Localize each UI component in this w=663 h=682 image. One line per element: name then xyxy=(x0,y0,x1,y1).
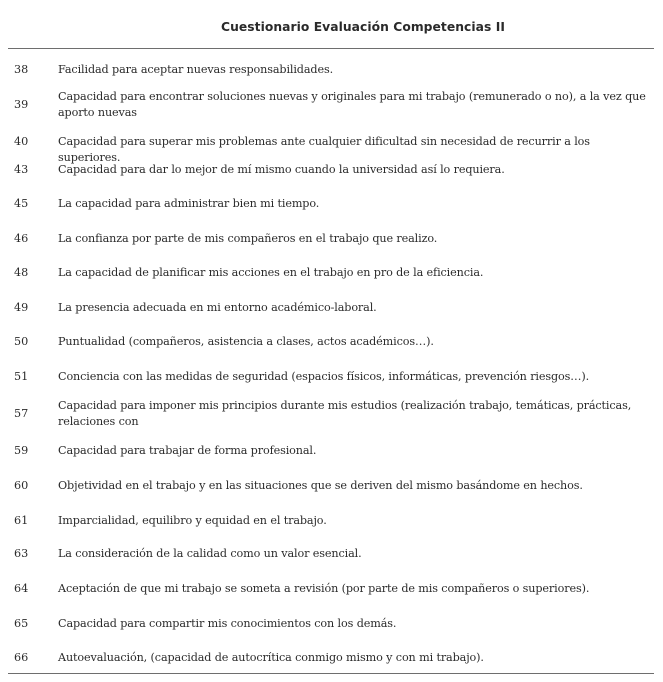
table-bottom-rule xyxy=(8,673,654,674)
item-text: Objetividad en el trabajo y en las situaciones que se deriven del mismo basándome en hechos. xyxy=(58,479,583,492)
item-number: 45 xyxy=(14,197,29,210)
item-text: Puntualidad (compañeros, asistencia a clases, actos académicos…). xyxy=(58,335,434,348)
item-number: 66 xyxy=(14,651,29,664)
competencies-table xyxy=(8,0,654,664)
item-number: 63 xyxy=(14,547,29,560)
item-text: Autoevaluación, (capacidad de autocrítica conmigo mismo y con mi trabajo). xyxy=(58,651,484,664)
item-number: 65 xyxy=(14,617,29,630)
item-number: 60 xyxy=(14,479,29,492)
table-title: Cuestionario Evaluación Competencias II xyxy=(221,20,505,34)
item-text: Imparcialidad, equilibro y equidad en el trabajo. xyxy=(58,514,327,527)
item-text: Capacidad para dar lo mejor de mí mismo cuando la universidad así lo requiera. xyxy=(58,163,505,176)
item-text: La consideración de la calidad como un valor esencial. xyxy=(58,547,362,560)
item-text: Capacidad para trabajar de forma profesional. xyxy=(58,444,317,457)
item-text: Capacidad para imponer mis principios durante mis estudios (realización trabajo, temáticas, prácticas, relaciones con xyxy=(58,399,632,428)
item-number: 40 xyxy=(14,135,29,148)
item-text: Capacidad para encontrar soluciones nuevas y originales para mi trabajo (remunerado o no), a la vez que aporto nuevas xyxy=(58,90,646,119)
item-text: La capacidad para administrar bien mi tiempo. xyxy=(58,197,320,210)
item-text: Conciencia con las medidas de seguridad (espacios físicos, informáticas, prevención riesgos…). xyxy=(58,370,590,383)
item-number: 39 xyxy=(14,98,29,111)
item-text: Capacidad para compartir mis conocimientos con los demás. xyxy=(58,617,397,630)
item-number: 57 xyxy=(14,407,29,420)
item-text: Capacidad para superar mis problemas ante cualquier dificultad sin necesidad de recurrir a los superiores. xyxy=(58,135,590,164)
item-text: Aceptación de que mi trabajo se someta a revisión (por parte de mis compañeros o superiores). xyxy=(58,582,590,595)
item-text: La capacidad de planificar mis acciones en el trabajo en pro de la eficiencia. xyxy=(58,266,484,279)
item-text: La confianza por parte de mis compañeros en el trabajo que realizo. xyxy=(58,232,438,245)
item-number: 61 xyxy=(14,514,29,527)
item-number: 43 xyxy=(14,163,29,176)
item-number: 59 xyxy=(14,444,29,457)
item-number: 49 xyxy=(14,301,29,314)
item-number: 64 xyxy=(14,582,29,595)
item-number: 48 xyxy=(14,266,29,279)
item-number: 38 xyxy=(14,63,29,76)
item-number: 51 xyxy=(14,370,29,383)
table-header xyxy=(8,0,654,49)
item-text: La presencia adecuada en mi entorno académico-laboral. xyxy=(58,301,377,314)
item-number: 50 xyxy=(14,335,29,348)
item-text: Facilidad para aceptar nuevas responsabilidades. xyxy=(58,63,334,76)
item-number: 46 xyxy=(14,232,29,245)
